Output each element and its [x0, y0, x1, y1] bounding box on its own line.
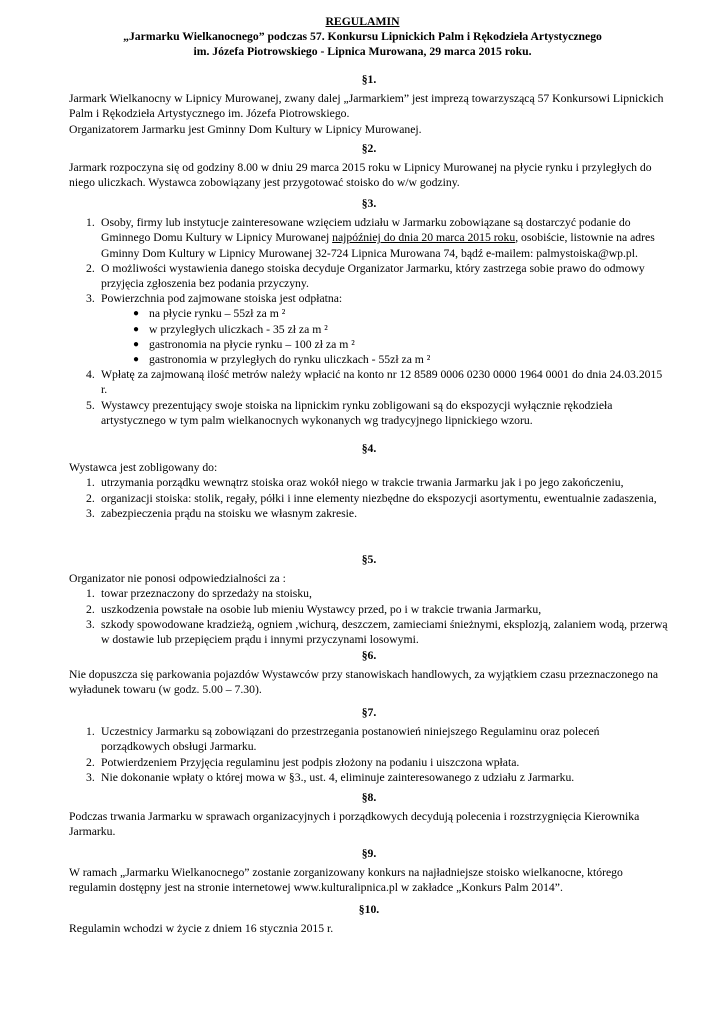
- section-10-title: §10.: [358, 903, 380, 916]
- fee-bullet: ● w przyległych uliczkach - 35 zł za m ²: [133, 322, 328, 336]
- section-9-title: §9.: [361, 847, 377, 860]
- section-8-title: §8.: [361, 791, 377, 804]
- list-item: 2. Potwierdzeniem Przyjęcia regulaminu jest podpis złożony na podaniu i uiszczona wpłata.: [86, 755, 520, 769]
- document-subtitle-line-2: im. Józefa Piotrowskiego - Lipnica Murowana, 29 marca 2015 roku.: [193, 45, 532, 59]
- section-2: [69, 141, 669, 191]
- section-8-paragraph: Podczas trwania Jarmarku w sprawach organizacyjnych i porządkowych decydują polecenia i rozstrzygnięcia Kierownika Jarmarku.: [69, 810, 640, 839]
- section-5-intro: Organizator nie ponosi odpowiedzialności za :: [69, 572, 286, 586]
- section-1: [69, 72, 669, 137]
- list-item: 3. Powierzchnia pod zajmowane stoiska jest odpłatna: ● na płycie rynku – 55zł za m ² ● w przyległych uliczkach - 35 zł za m ² ● gastronomia na płycie rynku – 100 zł za m ² ● gastronomia w przyległych do rynku uliczkach - 55zł za m ²: [69, 291, 669, 367]
- document-header: [0, 14, 725, 60]
- section-7-title: §7.: [361, 706, 377, 719]
- section-3-title: §3.: [361, 197, 377, 210]
- list-item: 1. utrzymania porządku wewnątrz stoiska oraz wokół niego w trakcie trwania Jarmarku jak i po jego zakończeniu,: [86, 476, 624, 490]
- section-4: [69, 441, 669, 521]
- list-item: 4. Wpłatę za zajmowaną ilość metrów należy wpłacić na konto nr 12 8589 0006 0230 0000 1964 0001 do dnia 24.03.2015 r.: [86, 368, 663, 397]
- list-item: 2. organizacji stoiska: stolik, regały, półki i inne elementy niezbędne do ekspozycji asortymentu, ewentualnie zadaszenia,: [86, 491, 657, 505]
- fee-bullet: ● gastronomia na płycie rynku – 100 zł za m ²: [133, 337, 355, 351]
- section-2-paragraph: Jarmark rozpoczyna się od godziny 8.00 w dniu 29 marca 2015 roku w Lipnicy Murowanej na płycie rynku i przyległych do niego uliczkach. Wystawca zobowiązany jest przygotować stoisko do w/w godziny.: [69, 161, 652, 190]
- list-item: 3. Nie dokonanie wpłaty o której mowa w §3., ust. 4, eliminuje zainteresowanego z udziału z Jarmarku.: [86, 770, 575, 784]
- list-item: 3. zabezpieczenia prądu na stoisku we własnym zakresie.: [86, 506, 358, 520]
- fee-bullet-list: [69, 306, 669, 367]
- fee-bullet: ● na płycie rynku – 55zł za m ²: [133, 307, 286, 321]
- section-10: [69, 902, 669, 936]
- section-5-list: [69, 586, 669, 647]
- section-4-title: §4.: [361, 442, 377, 455]
- section-1-title: §1.: [361, 73, 377, 86]
- fee-bullet: ● gastronomia w przyległych do rynku uliczkach - 55zł za m ²: [133, 353, 431, 367]
- section-4-list: [69, 475, 669, 521]
- list-item: 3. szkody spowodowane kradzieżą, ogniem ,wichurą, deszczem, zamieciami śnieżnymi, eksplozją, zalaniem wodą, przerwą w dostawie lub przepięciem prądu i innymi przyczynami losowymi.: [86, 617, 668, 647]
- section-3: [69, 196, 669, 428]
- section-4-intro: Wystawca jest zobligowany do:: [69, 461, 218, 475]
- section-10-paragraph: Regulamin wchodzi w życie z dniem 16 stycznia 2015 r.: [69, 922, 334, 936]
- section-1-paragraph-2: Organizatorem Jarmarku jest Gminny Dom Kultury w Lipnicy Murowanej.: [69, 122, 422, 136]
- section-7-list: [69, 724, 669, 785]
- section-2-title: §2.: [361, 142, 377, 155]
- list-item: 1. Osoby, firmy lub instytucje zainteresowane wzięciem udziału w Jarmarku zobowiązane są dostarczyć podanie do Gminnego Domu Kultury w Lipnicy Murowanej najpóźniej do dnia 20 marca 2015 roku, osobiście, listownie na adres Gminny Dom Kultury w Lipnicy Murowanej 32-724 Lipnica Murowana 74, bądź e-mailem: palmystoiska@wp.pl.: [86, 216, 655, 260]
- section-6: [69, 648, 669, 698]
- section-9: [69, 846, 669, 896]
- section-6-paragraph: Nie dopuszcza się parkowania pojazdów Wystawców przy stanowiskach handlowych, za wyjątkiem czasu przeznaczonego na wyładunek towaru (w godz. 5.00 – 7.30).: [69, 668, 659, 697]
- section-3-list: [69, 215, 669, 428]
- section-7: [69, 705, 669, 785]
- document-title: REGULAMIN: [325, 15, 400, 28]
- section-5: [69, 552, 669, 647]
- section-6-title: §6.: [361, 649, 377, 662]
- section-1-paragraph-1: Jarmark Wielkanocny w Lipnicy Murowanej, zwany dalej „Jarmarkiem” jest imprezą towarzyszącą 57 Konkursowi Lipnickich Palm i Rękodzieła Artystycznego im. Józefa Piotrowskiego.: [69, 92, 664, 121]
- list-item: 1. Uczestnicy Jarmarku są zobowiązani do przestrzegania postanowień niniejszego Regulaminu oraz poleceń porządkowych obsługi Jarmarku.: [86, 725, 600, 754]
- section-9-paragraph: W ramach „Jarmarku Wielkanocnego” zostanie zorganizowany konkurs na najładniejsze stoisko wielkanocne, którego regulamin dostępny jest na stronie internetowej www.kulturalipnica.pl w zakładce „Konkurs Palm 2014”.: [69, 866, 623, 895]
- list-item: 1. towar przeznaczony do sprzedaży na stoisku,: [86, 587, 312, 601]
- list-item: 2. O możliwości wystawienia danego stoiska decyduje Organizator Jarmarku, który zastrzega sobie prawo do odmowy przyjęcia zgłoszenia bez podania przyczyny.: [86, 261, 645, 291]
- document-subtitle-line-1: „Jarmarku Wielkanocnego” podczas 57. Konkursu Lipnickich Palm i Rękodzieła Artystycznego: [123, 30, 602, 44]
- list-item: 2. uszkodzenia powstałe na osobie lub mieniu Wystawcy przed, po i w trakcie trwania Jarmarku,: [86, 602, 542, 616]
- section-8: [69, 790, 669, 840]
- section-5-title: §5.: [361, 553, 377, 566]
- list-item: 5. Wystawcy prezentujący swoje stoiska na lipnickim rynku zobligowani są do ekspozycji wyłącznie rękodzieła artystycznego w tym palm wielkanocnych wykonanych wg tradycyjnego lipnickiego wzoru.: [86, 398, 613, 427]
- deadline-underlined: najpóźniej do dnia 20 marca 2015 roku: [332, 231, 516, 245]
